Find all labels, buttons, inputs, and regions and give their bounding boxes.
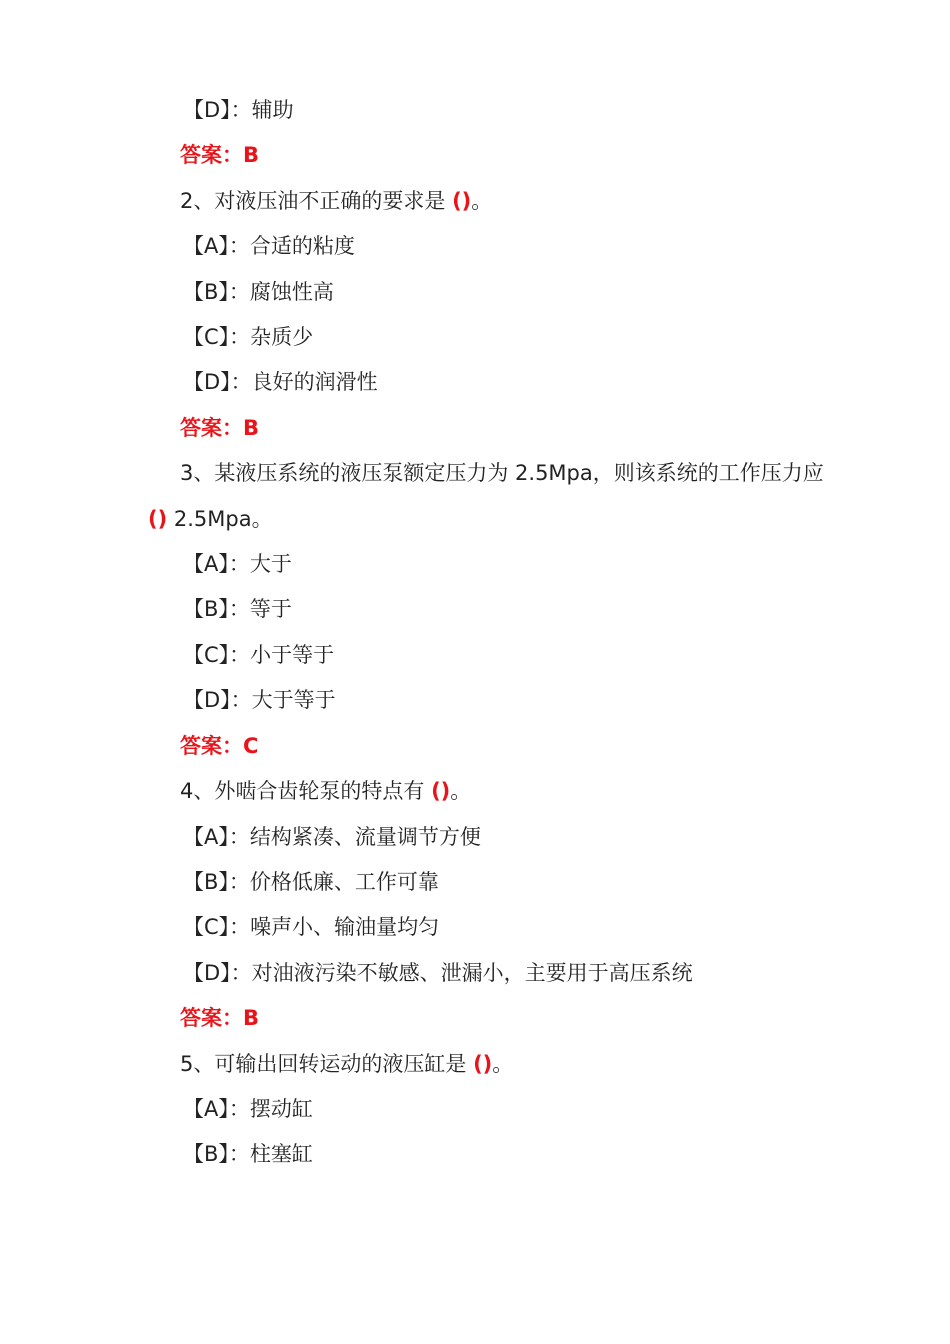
q4-stem — [180, 776, 471, 806]
q3-stem-line1: 3、某液压系统的液压泵额定压力为 2.5Mpa，则该系统的工作压力应 — [180, 461, 824, 485]
q3-stem-line2-text: 2.5Mpa。 — [167, 507, 273, 531]
q4-option-b: 【B】：价格低廉、工作可靠 — [183, 870, 439, 894]
q2-stem-text: 2、对液压油不正确的要求是 — [180, 189, 446, 213]
q3-blank: () — [148, 507, 168, 531]
q1-answer: 答案：B — [180, 143, 260, 167]
q4-option-d: 【D】：对油液污染不敏感、泄漏小，主要用于高压系统 — [183, 961, 693, 985]
q2-option-a: 【A】：合适的粘度 — [183, 234, 355, 258]
q4-answer: 答案：B — [180, 1006, 260, 1030]
q1-option-d: 【D】：辅助 — [183, 98, 294, 122]
q4-stem-end: 。 — [450, 779, 472, 803]
q2-answer: 答案：B — [180, 416, 260, 440]
q3-option-a: 【A】：大于 — [183, 552, 292, 576]
q2-option-d: 【D】：良好的润滑性 — [183, 370, 378, 394]
q2-option-c: 【C】：杂质少 — [183, 325, 314, 349]
q2-blank: () — [452, 189, 472, 213]
q2-stem-end: 。 — [471, 189, 493, 213]
q5-option-b: 【B】：柱塞缸 — [183, 1142, 313, 1166]
q2-stem — [180, 186, 492, 216]
q3-option-b: 【B】：等于 — [183, 597, 292, 621]
q3-answer: 答案：C — [180, 734, 259, 758]
q3-option-d: 【D】：大于等于 — [183, 688, 336, 712]
q5-blank: () — [473, 1052, 493, 1076]
q5-stem-text: 5、可输出回转运动的液压缸是 — [180, 1052, 467, 1076]
q4-blank: () — [431, 779, 451, 803]
q3-stem-line2 — [148, 504, 273, 534]
q3-option-c: 【C】：小于等于 — [183, 643, 335, 667]
q5-stem-end: 。 — [492, 1052, 514, 1076]
q4-option-c: 【C】：噪声小、输油量均匀 — [183, 915, 440, 939]
q4-stem-text: 4、外啮合齿轮泵的特点有 — [180, 779, 425, 803]
q2-option-b: 【B】：腐蚀性高 — [183, 280, 334, 304]
q4-option-a: 【A】：结构紧凑、流量调节方便 — [183, 825, 481, 849]
q5-stem — [180, 1049, 513, 1079]
q5-option-a: 【A】：摆动缸 — [183, 1097, 313, 1121]
